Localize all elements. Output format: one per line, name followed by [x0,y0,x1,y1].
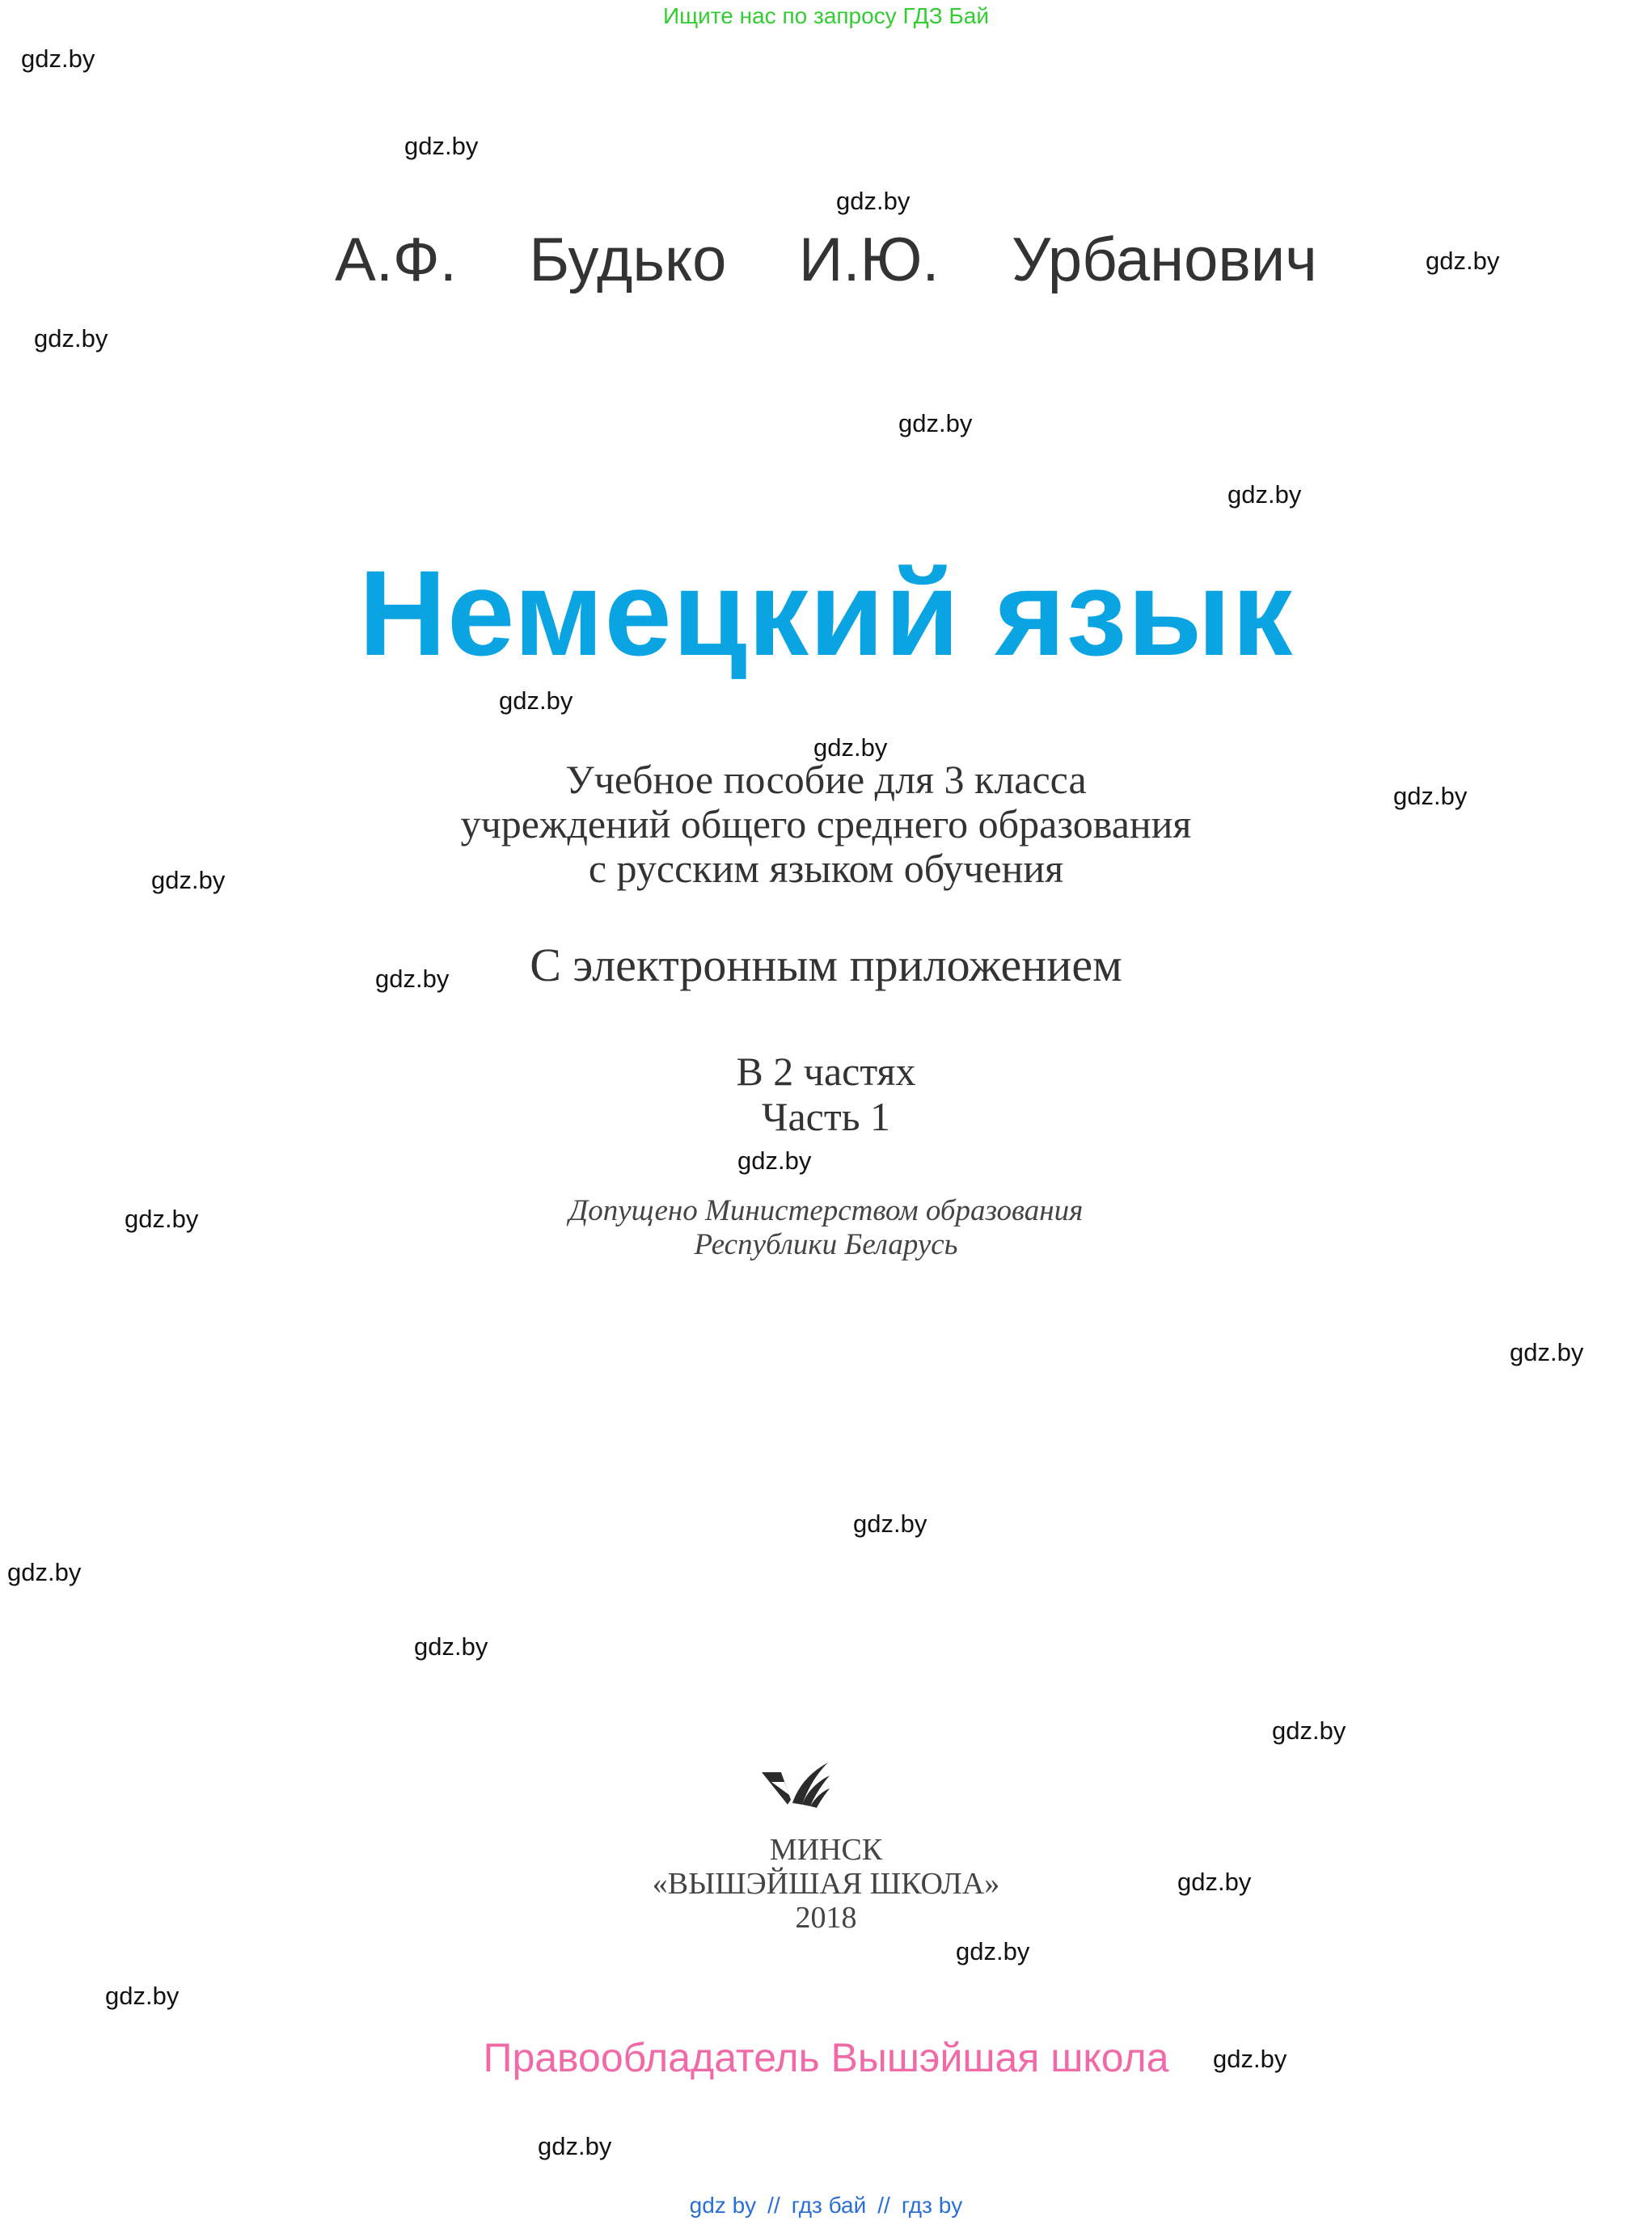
subtitle-line: с русским языком обучения [588,846,1064,891]
approval-line: Республики Беларусь [694,1228,958,1261]
footer-link-gdz-by[interactable]: gdz by [689,2193,757,2218]
watermark: gdz.by [1510,1338,1584,1366]
authors: А.Ф. Будько И.Ю. Урбанович [335,226,1317,294]
subtitle-line: учреждений общего среднего образования [460,801,1192,847]
publisher-name: «ВЫШЭЙШАЯ ШКОЛА» [652,1867,1000,1901]
footer-separator: // [877,2193,890,2218]
footer-link-gdz-by-cyr[interactable]: гдз by [901,2193,963,2218]
watermark: gdz.by [499,686,573,715]
footer-links [0,2193,1652,2219]
vysheyshaya-shkola-logo-icon [760,1761,830,1808]
footer-separator: // [767,2193,780,2218]
part-number: Часть 1 [761,1094,891,1139]
watermark: gdz.by [414,1632,488,1661]
watermark: gdz.by [1227,480,1302,509]
watermark: gdz.by [34,324,108,353]
watermark: gdz.by [1213,2045,1287,2073]
watermark: gdz.by [7,1558,82,1586]
watermark: gdz.by [1177,1868,1252,1896]
watermark: gdz.by [105,1982,180,2010]
electronic-app-note: С электронным приложением [530,939,1122,991]
top-banner: Ищите нас по запросу ГДЗ Бай [662,3,990,28]
footer-link-gdz-bai[interactable]: гдз бай [791,2193,867,2218]
watermark: gdz.by [853,1509,927,1538]
watermark: gdz.by [538,2132,612,2160]
watermark: gdz.by [836,187,911,215]
watermark: gdz.by [813,733,888,762]
copyright-holder: Правообладатель Вышэйшая школа [483,2035,1169,2080]
watermark: gdz.by [375,965,450,993]
publisher-city: МИНСК [769,1833,883,1867]
watermark: gdz.by [1426,247,1500,275]
watermark: gdz.by [404,132,479,160]
watermark: gdz.by [737,1146,812,1175]
watermark: gdz.by [151,866,226,894]
approval-line: Допущено Министерством образования [568,1194,1084,1227]
subtitle-line: Учебное пособие для 3 класса [565,757,1087,802]
watermark: gdz.by [21,44,95,73]
watermark: gdz.by [1393,782,1468,810]
publication-year: 2018 [795,1901,857,1935]
watermark: gdz.by [956,1937,1030,1965]
watermark: gdz.by [125,1205,199,1233]
parts-count: В 2 частях [736,1049,916,1094]
watermark: gdz.by [1272,1716,1346,1745]
book-title: Немецкий язык [358,545,1294,681]
watermark: gdz.by [898,409,973,437]
